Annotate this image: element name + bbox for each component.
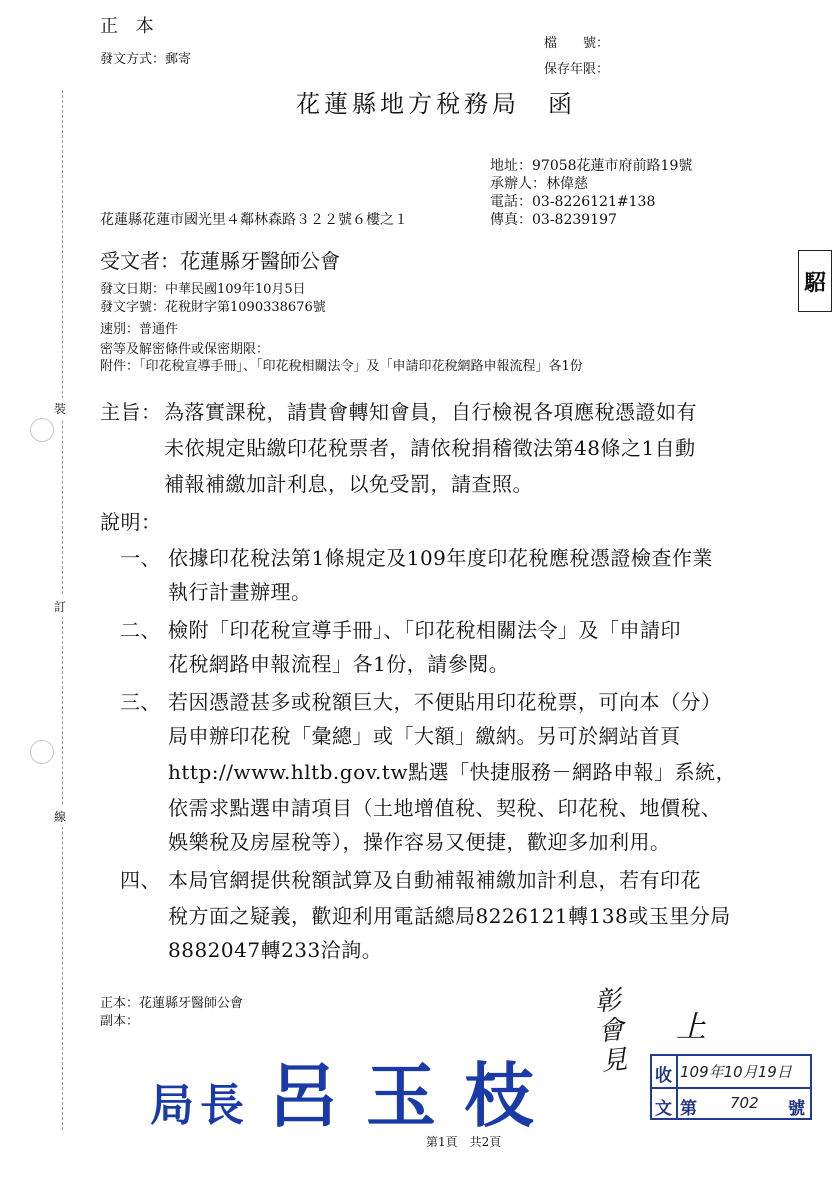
item-line: 局申辦印花稅「彙總」或「大額」繳納。另可於網站首頁 [168, 724, 681, 748]
retention-label: 保存年限： [544, 62, 610, 77]
send-method: 發文方式：郵寄 [100, 52, 192, 67]
contact-address: 地址：97058花蓮市府前路19號 [490, 158, 693, 174]
mailing-address: 花蓮縣花蓮市國光里４鄰林森路３２２號６樓之１ [100, 212, 408, 228]
handwritten-mark: 上 [676, 1010, 706, 1045]
item-line: 依需求點選申請項目（土地增值稅、契稅、印花稅、地價稅、 [168, 796, 722, 820]
speed: 速別：普通件 [100, 322, 179, 337]
item-number: 三、 [120, 690, 161, 714]
doc-suffix: 號 [788, 1099, 805, 1119]
received-date: 109年10月19日 [680, 1063, 792, 1081]
item-line: 花稅網路申報流程」各1份，請參閱。 [168, 652, 510, 676]
binding-mark-xian: 線 [54, 806, 66, 827]
item-line: 若因憑證甚多或稅額巨大，不便貼用印花稅票，可向本（分） [168, 690, 722, 714]
contact-phone: 電話：03-8226121#138 [490, 194, 656, 210]
item-line: http://www.hltb.gov.tw點選「快捷服務－網路申報」系統， [168, 760, 737, 784]
contact-handler: 承辦人：林偉慈 [490, 176, 588, 192]
agency-title: 花蓮縣地方稅務局 函 [296, 90, 576, 118]
item-line: 8882047轉233洽詢。 [168, 938, 383, 962]
copy-type: 正 本 [100, 16, 160, 37]
subject-line: 為落實課稅，請貴會轉知會員，自行檢視各項應稅憑證如有 [164, 400, 697, 424]
punch-hole [30, 740, 54, 764]
received-stamp [650, 1054, 812, 1120]
binding-mark-ding: 訂 [54, 596, 66, 617]
item-number: 二、 [120, 618, 161, 642]
explanation-label: 說明： [100, 510, 162, 534]
item-line: 本局官網提供稅額試算及自動補報補繳加計利息，若有印花 [168, 868, 701, 892]
file-number-label: 檔 號： [544, 36, 610, 51]
item-line: 稅方面之疑義，歡迎利用電話總局8226121轉138或玉里分局 [168, 904, 731, 928]
contact-fax: 傳真：03-8239197 [490, 212, 617, 228]
punch-hole [30, 418, 54, 442]
document-label: 文 [655, 1099, 672, 1119]
item-line: 執行計畫辦理。 [168, 580, 312, 604]
subject-line: 補報補繳加計利息，以免受罰，請查照。 [164, 472, 533, 496]
director-stamp [150, 1040, 562, 1141]
doc-prefix: 第 [680, 1099, 697, 1119]
director-name: 呂玉枝 [268, 1054, 562, 1137]
page-info: 第1頁 共2頁 [426, 1135, 502, 1149]
binding-mark-zhuang: 裝 [54, 398, 66, 419]
item-number: 四、 [120, 868, 161, 892]
handwritten-signature: 彰會見 [593, 985, 629, 1078]
confidentiality: 密等及解密條件或保密期限： [100, 342, 270, 357]
side-tab: 駋 [798, 250, 832, 312]
received-doc-number: 702 [730, 1094, 759, 1112]
item-line: 依據印花稅法第1條規定及109年度印花稅應稅憑證檢查作業 [168, 546, 713, 570]
item-number: 一、 [120, 546, 161, 570]
issue-date: 發文日期：中華民國109年10月5日 [100, 282, 306, 297]
document-number: 發文字號：花稅財字第1090338676號 [100, 300, 326, 315]
item-line: 娛樂稅及房屋稅等），操作容易又便捷，歡迎多加利用。 [168, 830, 671, 854]
subject-label: 主旨： [100, 400, 162, 424]
subject-line: 未依規定貼繳印花稅票者，請依稅捐稽徵法第48條之1自動 [164, 436, 696, 460]
recipient: 受文者：花蓮縣牙醫師公會 [100, 249, 340, 273]
copy-recipients: 副本： [100, 1014, 140, 1029]
attachment: 附件：「印花稅宣導手冊」、「印花稅相關法令」及「申請印花稅網路申報流程」各1份 [100, 359, 583, 374]
original-recipients: 正本：花蓮縣牙醫師公會 [100, 996, 244, 1011]
received-label: 收 [655, 1066, 672, 1086]
item-line: 檢附「印花稅宣導手冊」、「印花稅相關法令」及「申請印 [168, 618, 681, 642]
director-title: 局長 [150, 1080, 250, 1131]
